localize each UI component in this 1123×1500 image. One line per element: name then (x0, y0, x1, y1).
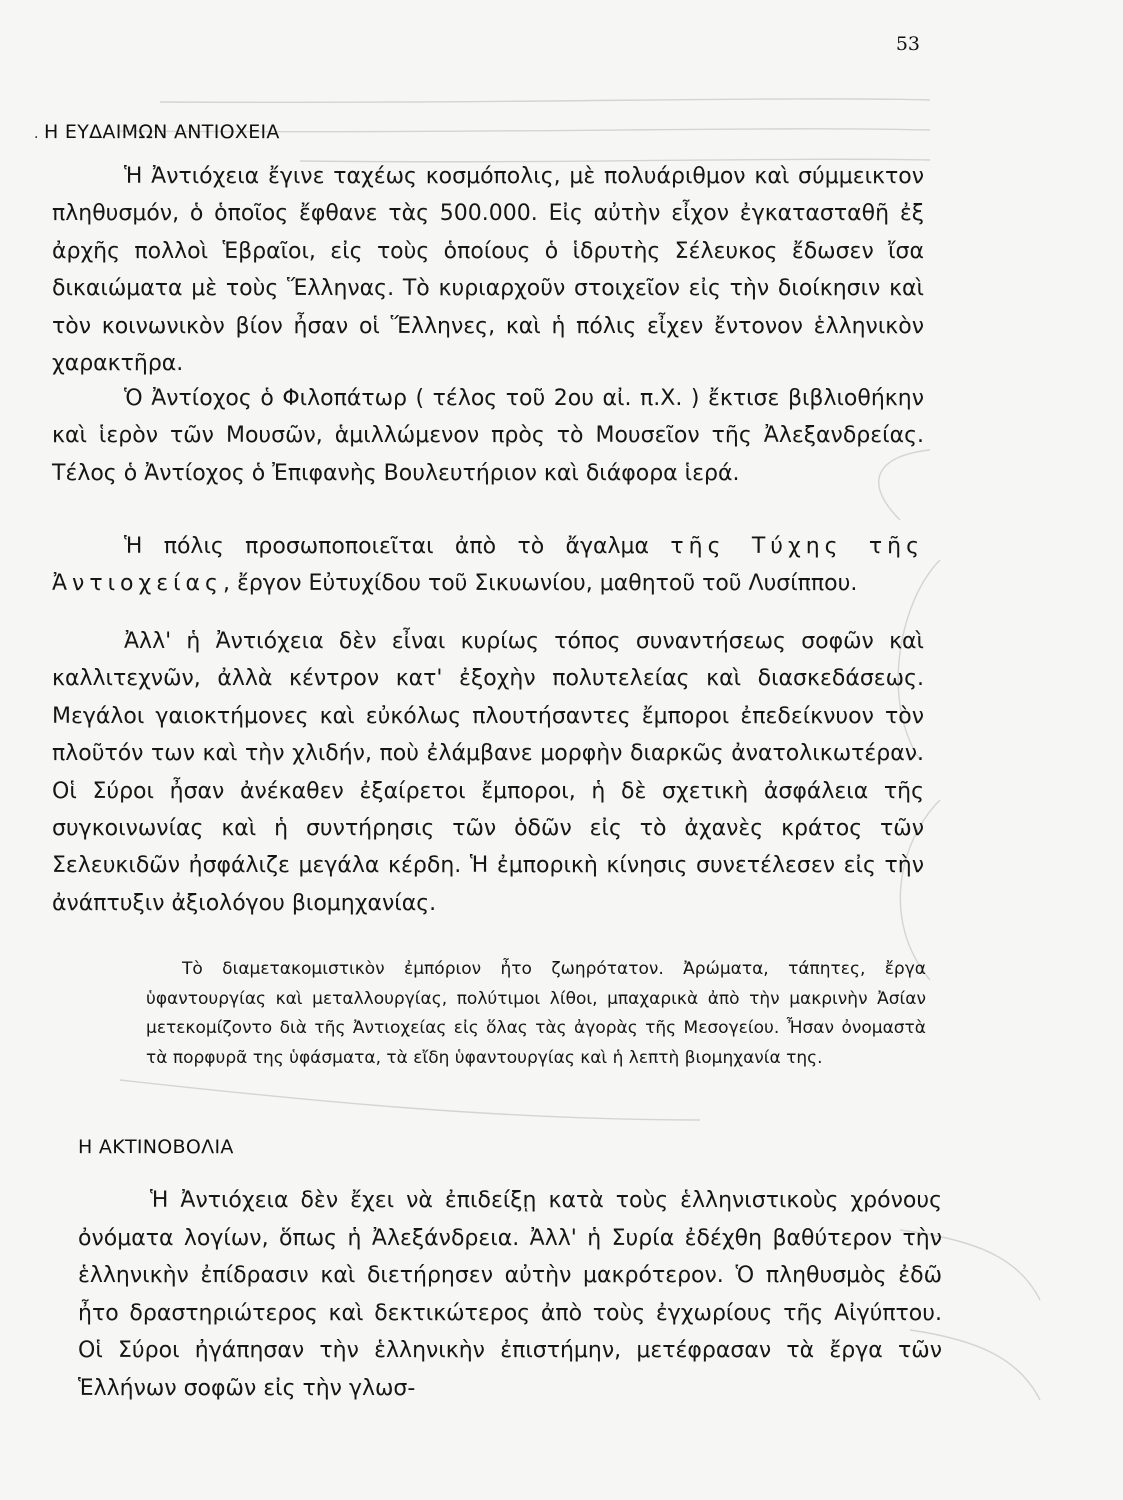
section-heading-eudaimon-antiocheia: Η ΕΥΔΑΙΜΩΝ ΑΝΤΙΟΧΕΙΑ (44, 121, 280, 143)
tyche-emphasis: τῆς Τύχης τῆς Ἀντιοχείας (52, 534, 925, 597)
paragraph-aktinovolia: Ἡ Ἀντιόχεια δὲν ἔχει νὰ ἐπιδείξῃ κατὰ τοὺς ἑλληνιστικοὺς χρόνους ὀνόματα λογίων, ὅπως ἡ Ἀλεξάνδρεια. Ἀλλ' ἡ Συρία ἐδέχθη βαθύτερον τὴν ἑλληνικὴν ἐπίδρασιν καὶ διετήρησεν αὐτὴν μακρότερον. Ὁ πληθυσμὸς ἐδῶ ἦτο δραστηριώτερος καὶ δεκτικώτερος ἀπὸ τοὺς ἐγχωρίους τῆς Αἰγύπτου. Οἱ Σύροι ἠγάπησαν τὴν ἑλληνικὴν ἐπιστήμην, μετέφρασαν τὰ ἔργα τῶν Ἑλλήνων σοφῶν εἰς τὴν γλωσ- (78, 1188, 942, 1401)
paragraph-library-museum: Ὁ Ἀντίοχος ὁ Φιλοπάτωρ ( τέλος τοῦ 2ου αἰ. π.Χ. ) ἔκτισε βιβλιοθήκην καὶ ἱερὸν τῶν Μουσῶν, ἁμιλλώμενον πρὸς τὸ Μουσεῖον τῆς Ἀλεξανδρείας. Τέλος ὁ Ἀντίοχος ὁ Ἐπιφανὴς Βουλευτήριον καὶ διάφορα ἱερά. (52, 386, 924, 486)
section-heading-aktinovolia: Η ΑΚΤΙΝΟΒΟΛΙΑ (78, 1136, 234, 1158)
tyche-text-after: , ἔργον Εὐτυχίδου τοῦ Σικυωνίου, μαθητοῦ τοῦ Λυσίππου. (222, 571, 858, 597)
paragraph-tyche-statue (52, 528, 924, 603)
note-transit-trade: Τὸ διαμετακομιστικὸν ἐμπόριον ἦτο ζωηρότατον. Ἀρώματα, τάπητες, ἔργα ὑφαντουργίας καὶ μεταλλουργίας, πολύτιμοι λίθοι, μπαχαρικὰ ἀπὸ τὴν μακρινὴν Ἀσίαν μετεκομίζοντο διὰ τῆς Ἀντιοχείας εἰς ὅλας τὰς ἀγορὰς τῆς Μεσογείου. Ἦσαν ὀνομαστὰ τὰ πορφυρᾶ της ὑφάσματα, τὰ εἴδη ὑφαντουργίας καὶ ἡ λεπτὴ βιομηχανία της. (146, 959, 926, 1068)
paragraph-luxury-commerce: Ἀλλ' ἡ Ἀντιόχεια δὲν εἶναι κυρίως τόπος συναντήσεως σοφῶν καὶ καλλιτεχνῶν, ἀλλὰ κέντρον κατ' ἐξοχὴν πολυτελείας καὶ διασκεδάσεως. Μεγάλοι γαιοκτήμονες καὶ εὐκόλως πλουτήσαντες ἔμποροι ἐπεδείκνυον τὸν πλοῦτόν των καὶ τὴν χλιδήν, ποὺ ἐλάμβανε μορφὴν διαρκῶς ἀνατολικωτέραν. Οἱ Σύροι ἦσαν ἀνέκαθεν ἐξαίρετοι ἔμποροι, ἡ δὲ σχετικὴ ἀσφάλεια τῆς συγκοινωνίας καὶ ἡ συντήρησις τῶν ὁδῶν εἰς τὸ ἀχανὲς κράτος τῶν Σελευκιδῶν ἠσφάλιζε μεγάλα κέρδη. Ἡ ἐμπορικὴ κίνησις συνετέλεσεν εἰς τὴν ἀνάπτυξιν ἀξιολόγου βιομηχανίας. (52, 629, 924, 916)
tyche-text-before: Ἡ πόλις προσωποποιεῖται ἀπὸ τὸ ἄγαλμα (124, 534, 671, 559)
paragraph-city-population: Ἡ Ἀντιόχεια ἔγινε ταχέως κοσμόπολις, μὲ πολυάριθμον καὶ σύμμεικτον πληθυσμόν, ὁ ὁποῖος ἔφθανε τὰς 500.000. Εἰς αὐτὴν εἶχον ἐγκατασταθῆ ἐξ ἀρχῆς πολλοὶ Ἑβραῖοι, εἰς τοὺς ὁποίους ὁ ἱδρυτὴς Σέλευκος ἔδωσεν ἴσα δικαιώματα μὲ τοὺς Ἕλληνας. Τὸ κυριαρχοῦν στοιχεῖον εἰς τὴν διοίκησιν καὶ τὸν κοινωνικὸν βίον ἦσαν οἱ Ἕλληνες, καὶ ἡ πόλις εἶχεν ἔντονον ἑλληνικὸν χαρακτῆρα. (52, 164, 924, 377)
page-number: 53 (895, 33, 920, 55)
margin-mark: · (34, 130, 39, 146)
